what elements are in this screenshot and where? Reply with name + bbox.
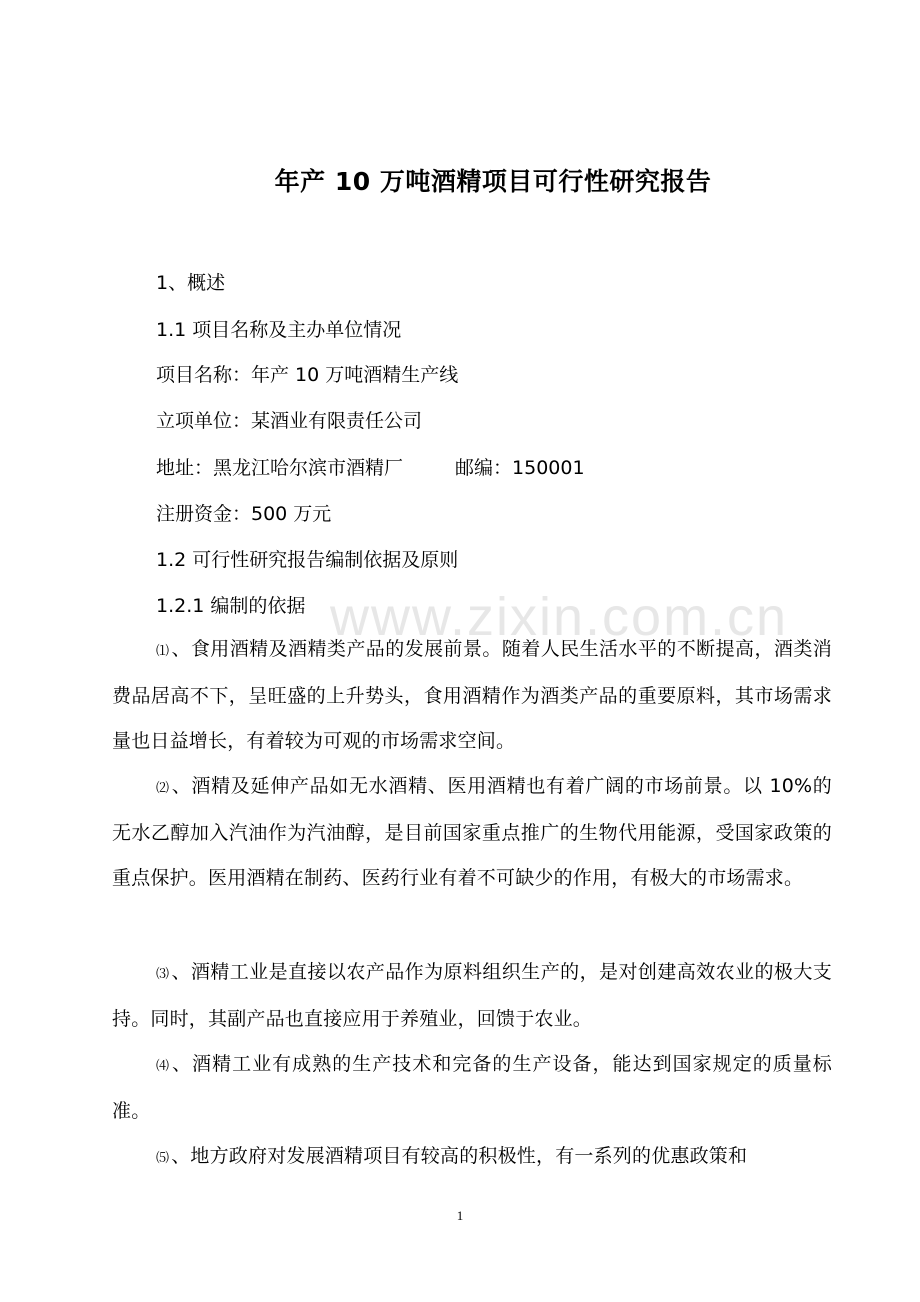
paragraph-text: 、酒精工业是直接以农产品作为原料组织生产的，是对创建高效农业的极大支持。同时，其副产品也直接应用于养殖业，回馈于农业。 <box>112 961 832 1030</box>
paragraph <box>112 1134 832 1181</box>
paragraph-number: ⑶ <box>156 967 170 982</box>
paragraph <box>112 950 832 1042</box>
project-unit-line: 立项单位：某酒业有限责任公司 <box>156 410 423 432</box>
postcode-text: 邮编：150001 <box>455 457 585 479</box>
section-heading-1-2-1: 1.2.1 编制的依据 <box>156 595 306 617</box>
capital-line: 注册资金：500 万元 <box>156 503 332 525</box>
address-text: 地址：黑龙江哈尔滨市酒精厂 <box>156 457 404 479</box>
paragraph-number: ⑴ <box>156 644 170 659</box>
section-heading-1-1: 1.1 项目名称及主办单位情况 <box>156 319 402 341</box>
section-heading-1-2: 1.2 可行性研究报告编制依据及原则 <box>156 549 459 571</box>
paragraph-text: 、食用酒精及酒精类产品的发展前景。随着人民生活水平的不断提高，酒类消费品居高不下，呈旺盛的上升势头，食用酒精作为酒类产品的重要原料，其市场需求量也日益增长，有着较为可观的市场需求空间。 <box>112 638 832 752</box>
paragraph-text: 、酒精及延伸产品如无水酒精、医用酒精也有着广阔的市场前景。以 10%的无水乙醇加入汽油作为汽油醇，是目前国家重点推广的生物代用能源，受国家政策的重点保护。医用酒精在制药、医药行业有着不可缺少的作用，有极大的市场需求。 <box>112 775 832 889</box>
paragraph <box>112 627 832 764</box>
section-heading-1: 1、概述 <box>156 272 226 294</box>
watermark: www.zixin.com.cn <box>330 587 789 647</box>
paragraph-number: ⑸ <box>156 1151 170 1166</box>
paragraph-text: 、酒精工业有成熟的生产技术和完备的生产设备，能达到国家规定的质量标准。 <box>112 1053 832 1122</box>
paragraph-number: ⑷ <box>156 1059 171 1074</box>
project-name-line: 项目名称：年产 10 万吨酒精生产线 <box>156 364 459 386</box>
address-line <box>156 453 585 480</box>
paragraph <box>112 1042 832 1134</box>
document-title: 年产 10 万吨酒精项目可行性研究报告 <box>274 167 712 196</box>
paragraph <box>112 764 832 901</box>
paragraph-number: ⑵ <box>156 781 170 796</box>
paragraph-text: 、地方政府对发展酒精项目有较高的积极性，有一系列的优惠政策和 <box>171 1145 748 1167</box>
page-number: 1 <box>456 1208 464 1223</box>
